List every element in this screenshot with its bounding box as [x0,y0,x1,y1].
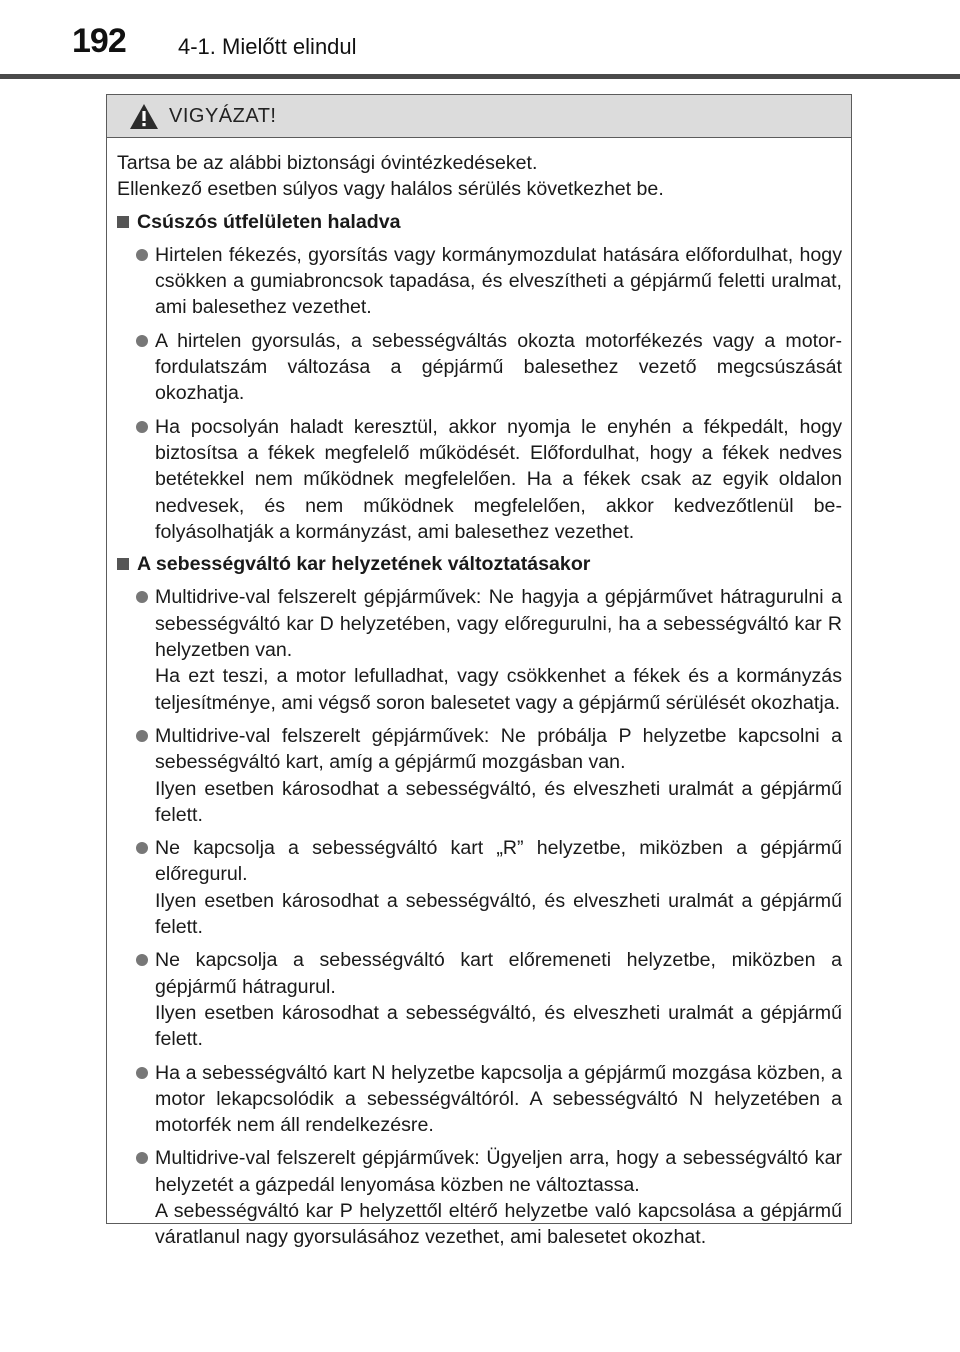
list-item-text: Ilyen esetben károsodhat a sebességváltó, és elveszheti uralmát a gépjármű felett. [155,889,842,939]
list-item-text: Multidrive-val felszerelt gépjárművek: Ne hagyja a gépjárművet hátragurulni a sebességváltó kar D helyzetében, vagy előregurulni, ha a sebességváltó kar R helyzetben van. [155,586,842,662]
caution-box [106,94,852,1249]
section-heading [117,209,842,235]
list-item-text: Ne kapcsolja a sebességváltó kart előremeneti helyzetbe, miközben a gépjármű hátragurul. [155,949,842,998]
warning-triangle-icon [129,103,159,130]
section-heading-text: A sebességváltó kar helyzetének változtatásakor [137,553,591,576]
list-item [117,328,842,407]
list-item-text: Hirtelen fékezés, gyorsítás vagy kormánymozdulat hatására előfordulhat, hogy csökken a gumiabroncsok tapadása, és elveszítheti a gépjármű feletti uralmat, ami balesethez vezethet. [155,243,842,319]
circle-bullet-icon [136,954,148,966]
section-title: 4-1. Mielőtt elindul [178,34,357,59]
list-item-text: Ilyen esetben károsodhat a sebességváltó, és elveszheti uralmát a gépjármű felett. [155,1001,842,1051]
page-header [0,0,960,80]
circle-bullet-icon [136,421,148,433]
list-item-text: A hirtelen gyorsulás, a sebességváltás okozta motorfékezés vagy a motorfordulatszám változása a gépjármű balesethez vezető megcsúszását okozhatja. [155,329,842,405]
list-item-text: Multidrive-val felszerelt gépjárművek: Ügyeljen arra, hogy a sebességváltó kar helyzetét a gázpedál lenyomása közben ne változtassa. [155,1147,842,1196]
list-item-text: Ha pocsolyán haladt keresztül, akkor nyomja le enyhén a fékpedált, hogy biztosítsa a fékek megfelelő működését. Előfordulhat, hogy a fékek nedves betétekkel nem működnek megfelelően. Ha a fékek csak az egyik oldalon nedvesek, és nem működnek megfelelően, akkor kedvezőtlenül befolyásolhatják a kormányzást, ami balesethez vezethet. [155,415,842,543]
square-bullet-icon [117,558,129,570]
section-slippery-roads [117,209,842,546]
caution-intro [117,150,842,203]
caution-body [107,138,851,1251]
section-heading [117,551,842,577]
intro-line: Ellenkező esetben súlyos vagy halálos sérülés következhet be. [117,178,664,201]
section-shift-lever [117,551,842,1250]
circle-bullet-icon [136,842,148,854]
list-item [117,1145,842,1250]
intro-line: Tartsa be az alábbi biztonsági óvintézkedéseket. [117,152,538,174]
list-item [117,414,842,545]
list-item [117,242,842,321]
list-item [117,1060,842,1139]
circle-bullet-icon [136,591,148,603]
list-item-text: A sebességváltó kar P helyzettől eltérő helyzetbe való kapcsolása a gépjármű váratlanul nagy gyorsulásához vezethet, ami balesetet okozhat. [155,1199,842,1249]
circle-bullet-icon [136,730,148,742]
list-item [117,835,842,940]
list-item [117,947,842,1052]
list-item [117,723,842,828]
section-heading-text: Csúszós útfelületen haladva [137,210,401,233]
circle-bullet-icon [136,1067,148,1079]
list-item-text: Ne kapcsolja a sebességváltó kart „R” helyzetbe, miközben a gépjármű előregurul. [155,837,842,886]
caution-header [107,95,851,138]
square-bullet-icon [117,216,129,228]
circle-bullet-icon [136,335,148,347]
page-number: 192 [72,22,126,60]
circle-bullet-icon [136,249,148,261]
list-item [117,584,842,715]
header-rule [0,74,960,79]
caution-title: VIGYÁZAT! [169,105,277,127]
list-item-text: Ha ezt teszi, a motor lefulladhat, vagy csökkenhet a fékek és a kormányzás teljesítménye, ami végső soron balesetet vagy a gépjármű sérülését okozhatja. [155,665,842,714]
list-item-text: Ha a sebességváltó kart N helyzetbe kapcsolja a gépjármű mozgása közben, a motor lekapcsolódik a sebességváltóról. A sebességváltó N helyzetében a motorfék nem áll rendelkezésre. [155,1061,842,1137]
circle-bullet-icon [136,1152,148,1164]
list-item-text: Multidrive-val felszerelt gépjárművek: Ne próbálja P helyzetbe kapcsolni a sebességváltó kart, amíg a gépjármű mozgásban van. [155,724,842,774]
list-item-text: Ilyen esetben károsodhat a sebességváltó, és elveszheti uralmát a gépjármű felett. [155,777,842,826]
